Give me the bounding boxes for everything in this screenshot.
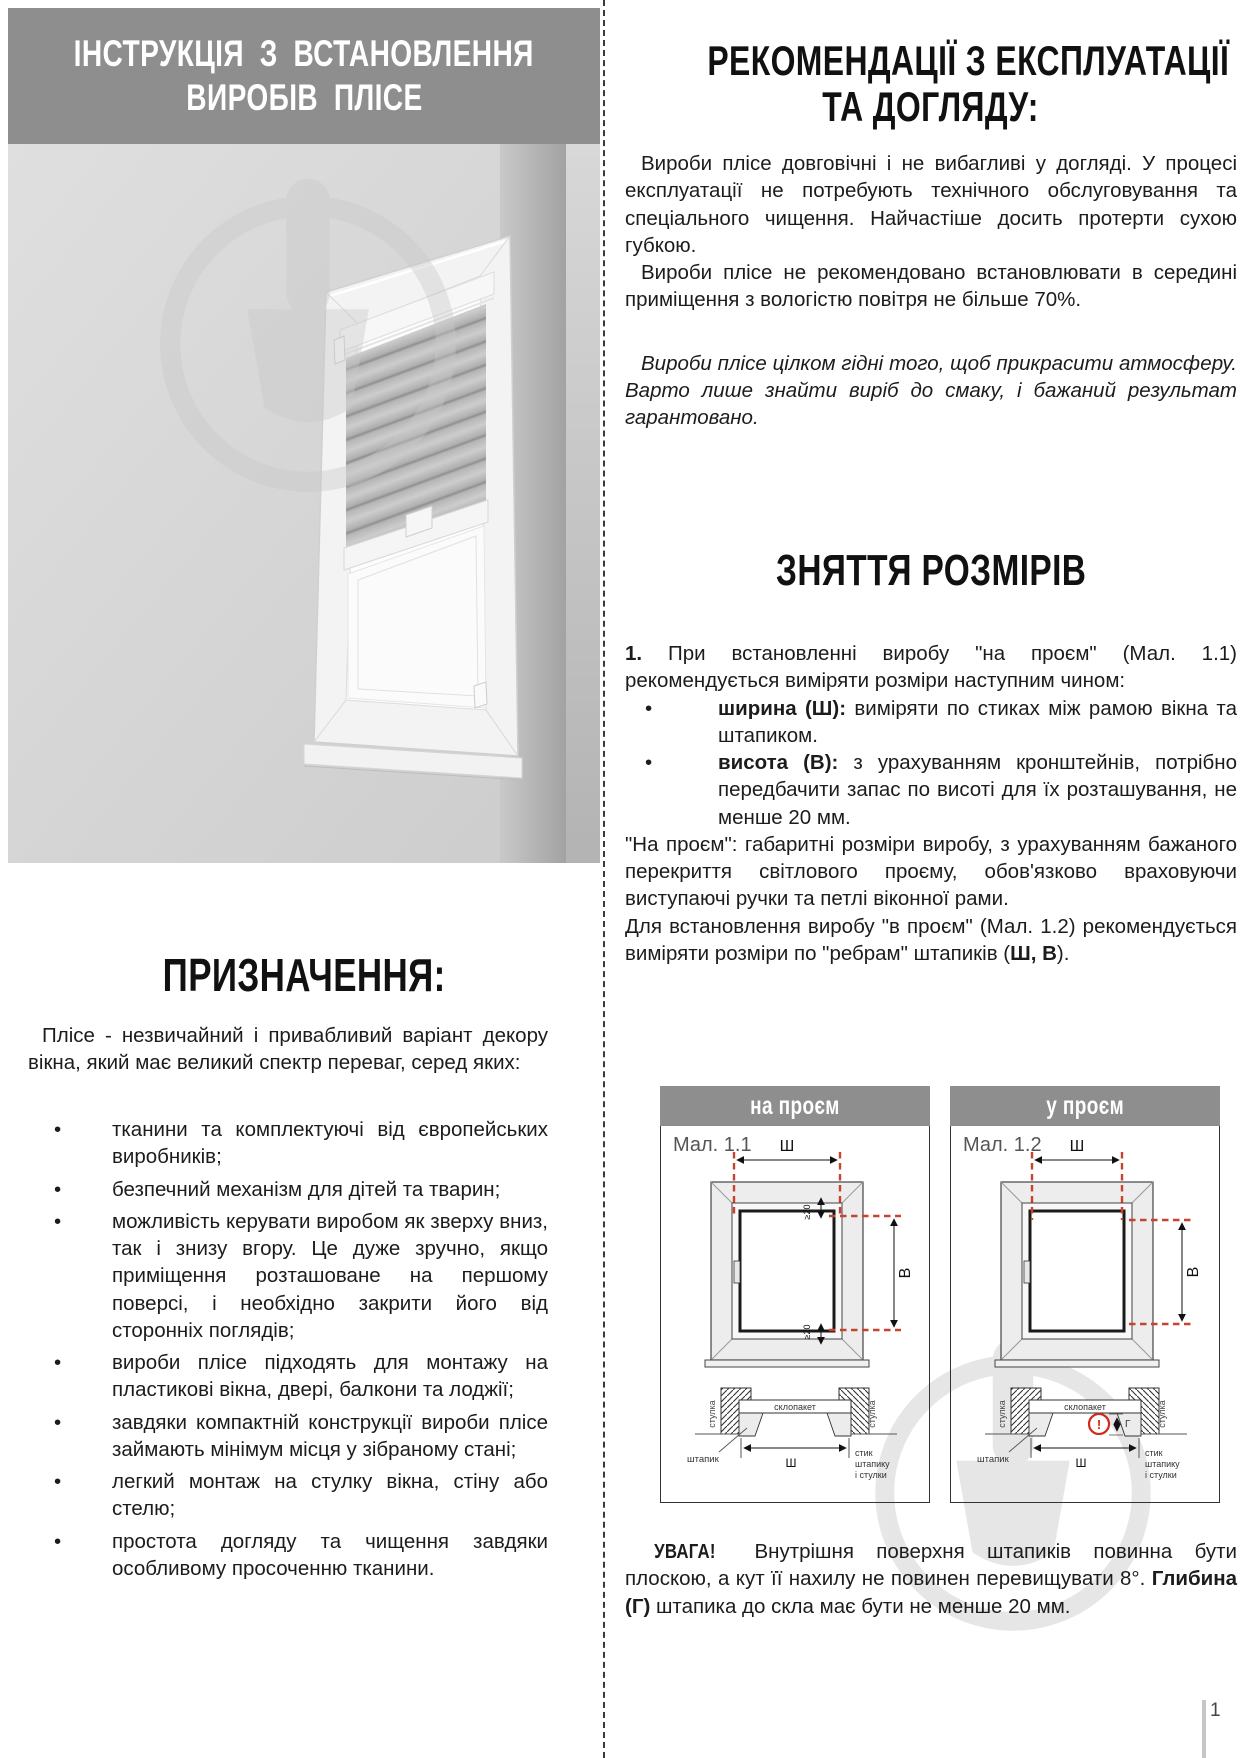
joint-label-line1: стик	[855, 1448, 873, 1458]
measuring-paragraph-3-pre: Для встановлення виробу "в проєм" (Мал. 1.2) рекомендується виміряти розміри по "ребрам" штапиків (	[625, 914, 1237, 965]
min-20-label: ≥20	[802, 1324, 812, 1340]
panel-header	[660, 1086, 930, 1126]
warning-label: УВАГА!	[654, 1540, 716, 1563]
list-item	[28, 1116, 548, 1171]
list-item-text: безпечний механізм для дітей та тварин;	[112, 1177, 501, 1201]
joint-label-line2: штапику	[855, 1459, 890, 1469]
bullet-glyph: •	[645, 751, 653, 774]
list-item	[625, 749, 1237, 831]
joint-label-line3: і стулки	[855, 1470, 887, 1480]
care-paragraph-1: Вироби плісе довговічні і не вибагливі у догляді. У процесі експлуатації не потребують технічного обслуговування та спеціального чищення. Найчастіше досить протерти сухою губкою.	[625, 152, 1237, 257]
measuring-paragraph-3	[625, 913, 1237, 968]
diagram-panel-in-opening	[950, 1086, 1220, 1503]
list-item	[28, 1528, 548, 1583]
figure-1-1-drawing	[661, 1126, 928, 1500]
page-number-bar	[1202, 1700, 1206, 1758]
column-divider	[603, 0, 605, 1758]
care-paragraphs	[625, 150, 1237, 431]
purpose-title	[8, 948, 600, 1002]
list-item-text: легкий монтаж на стулку вікна, стіну або стелю;	[112, 1470, 548, 1521]
diagram-panel-on-opening	[660, 1086, 930, 1503]
warning-text-1: Внутрішня поверхня штапиків повинна бути плоскою, а кут її нахилу не повинен перевищувати 8°.	[625, 1540, 1237, 1591]
window-handle	[1024, 1261, 1030, 1283]
bullet-glyph: •	[54, 1351, 62, 1374]
bullet-glyph: •	[54, 1118, 62, 1141]
figure-label: Мал. 1.2	[963, 1134, 1042, 1156]
bullet-glyph: •	[54, 1177, 62, 1201]
height-term: висота (В):	[718, 751, 839, 774]
list-item	[28, 1208, 548, 1344]
height-bullet	[718, 749, 1237, 831]
instruction-header-line2: ВИРОБІВ ПЛІСЕ	[185, 77, 423, 118]
list-item	[625, 695, 1237, 750]
page-number: 1	[1210, 1700, 1221, 1721]
joint-label-line2: штапику	[1145, 1459, 1180, 1469]
bullet-glyph: •	[54, 1470, 62, 1493]
window-sill	[705, 1360, 869, 1367]
list-item-text: вироби плісе підходять для монтажу на пластикові вікна, двері, балкони та лоджії;	[112, 1351, 548, 1402]
instruction-header	[8, 8, 600, 144]
window-schematic	[995, 1182, 1159, 1367]
joint-label-line3: і стулки	[1145, 1470, 1177, 1480]
bullet-glyph: •	[54, 1209, 62, 1233]
list-item	[28, 1409, 548, 1464]
width-term: ширина (Ш):	[718, 696, 847, 720]
sash-label: стулка	[707, 1400, 717, 1428]
panel-header-text: у проєм	[1046, 1091, 1124, 1120]
purpose-title-text: ПРИЗНАЧЕННЯ:	[162, 949, 446, 1001]
panel-header	[950, 1086, 1220, 1126]
joint-label-line1: стик	[1145, 1448, 1163, 1458]
warning-text-2: штапика до скла має бути не менше 20 мм.	[650, 1594, 1071, 1618]
figure-1-1-box	[660, 1126, 930, 1503]
min-20-label: ≥20	[802, 1204, 812, 1220]
bullet-glyph: •	[645, 696, 653, 720]
list-item	[28, 1176, 548, 1203]
bead-label: штапик	[977, 1454, 1009, 1465]
list-item	[28, 1349, 548, 1404]
list-item	[28, 1468, 548, 1523]
glazing-label: склопакет	[1064, 1402, 1106, 1412]
measuring-paragraph-1	[625, 640, 1237, 695]
warning-paragraph	[625, 1538, 1237, 1620]
measuring-paragraph-2: "На проєм": габаритні розміри виробу, з урахуванням бажаного перекриття світлового проєму, обов'язково враховуючи виступаючі ручки та петлі віконної рами.	[625, 832, 1237, 911]
measuring-title	[625, 546, 1237, 596]
care-title-line1: РЕКОМЕНДАЦІЇ З ЕКСПЛУАТАЦІЇ	[707, 37, 1230, 84]
purpose-bullet-list	[28, 1116, 548, 1587]
list-item-text: можливість керувати виробом як зверху вниз, так і знизу вгору. Це дуже зручно, якщо приміщення розташоване на першому поверсі, і необхідно закрити його від сторонніх поглядів;	[112, 1209, 548, 1342]
care-paragraph-3: Вироби плісе цілком гідні того, щоб прикрасити атмосферу. Варто лише знайти виріб до смаку, і бажаний результат гарантовано.	[625, 351, 1237, 429]
list-item-text: завдяки компактній конструкції вироби плісе займають мінімум місця у зібраному стані;	[112, 1410, 548, 1461]
measuring-instructions	[625, 640, 1237, 967]
sash-label: стулка	[997, 1400, 1007, 1428]
width-dim-label: Ш	[785, 1456, 797, 1470]
depth-term: Глибина (Г)	[625, 1567, 1237, 1618]
figure-1-2-box	[950, 1126, 1220, 1503]
measuring-paragraph-1-text: При встановленні виробу "на проєм" (Мал. 1.1) рекомендується виміряти розміри наступним чином:	[625, 642, 1237, 693]
measuring-paragraph-3-post: ).	[1056, 941, 1070, 965]
width-dim-label: Ш	[1075, 1456, 1087, 1470]
height-dim-label: В	[1185, 1266, 1202, 1278]
sash-label: стулка	[867, 1400, 877, 1428]
panel-header-text: на проєм	[750, 1091, 840, 1120]
window-schematic	[705, 1182, 869, 1367]
figure-label: Мал. 1.1	[673, 1134, 752, 1156]
height-definition: з урахуванням кронштейнів, потрібно передбачити запас по висоті для їх розташування, не менше 20 мм.	[718, 751, 1237, 829]
glazing-label: склопакет	[774, 1402, 816, 1412]
figure-1-2-drawing	[951, 1126, 1218, 1500]
wall-corner-face	[566, 144, 600, 863]
dims-abbrev: Ш, В	[1010, 941, 1057, 965]
bullet-glyph: •	[54, 1529, 62, 1553]
care-paragraph-2: Вироби плісе не рекомендовано встановлювати в середині приміщення з вологістю повітря не більше 70%.	[625, 261, 1237, 312]
width-dim-label: Ш	[1069, 1138, 1085, 1155]
mounting-bracket-bottom	[474, 682, 487, 708]
bullet-glyph: •	[54, 1410, 62, 1434]
height-dim-label: В	[897, 1267, 914, 1279]
width-dim-label: Ш	[779, 1138, 795, 1155]
width-bullet	[718, 695, 1237, 750]
window-handle	[734, 1261, 740, 1283]
measuring-title-text: ЗНЯТТЯ РОЗМІРІВ	[775, 546, 1087, 595]
step-number: 1.	[625, 642, 643, 665]
care-title-line2: ТА ДОГЛЯДУ:	[822, 83, 1040, 131]
depth-dim-label: Г	[1125, 1419, 1131, 1430]
window-sill	[995, 1360, 1159, 1367]
care-title	[625, 38, 1237, 130]
purpose-intro: Плісе - незвичайний і привабливий варіант декору вікна, який має великий спектр переваг, серед яких:	[28, 1024, 548, 1075]
bead-label: штапик	[687, 1454, 719, 1465]
instruction-header-line1: ІНСТРУКЦІЯ З ВСТАНОВЛЕННЯ	[73, 33, 535, 75]
width-definition: виміряти по стиках між рамою вікна та штапиком.	[718, 696, 1237, 747]
list-item-text: простота догляду та чищення завдяки особливому просоченню тканини.	[112, 1529, 548, 1580]
pleated-blind-illustration	[8, 144, 600, 863]
sash-label: стулка	[1157, 1400, 1167, 1428]
pleated-blind-photo	[8, 144, 600, 863]
exclamation-icon: !	[1096, 1417, 1102, 1432]
list-item-text: тканини та комплектуючі від європейських виробників;	[112, 1118, 548, 1169]
